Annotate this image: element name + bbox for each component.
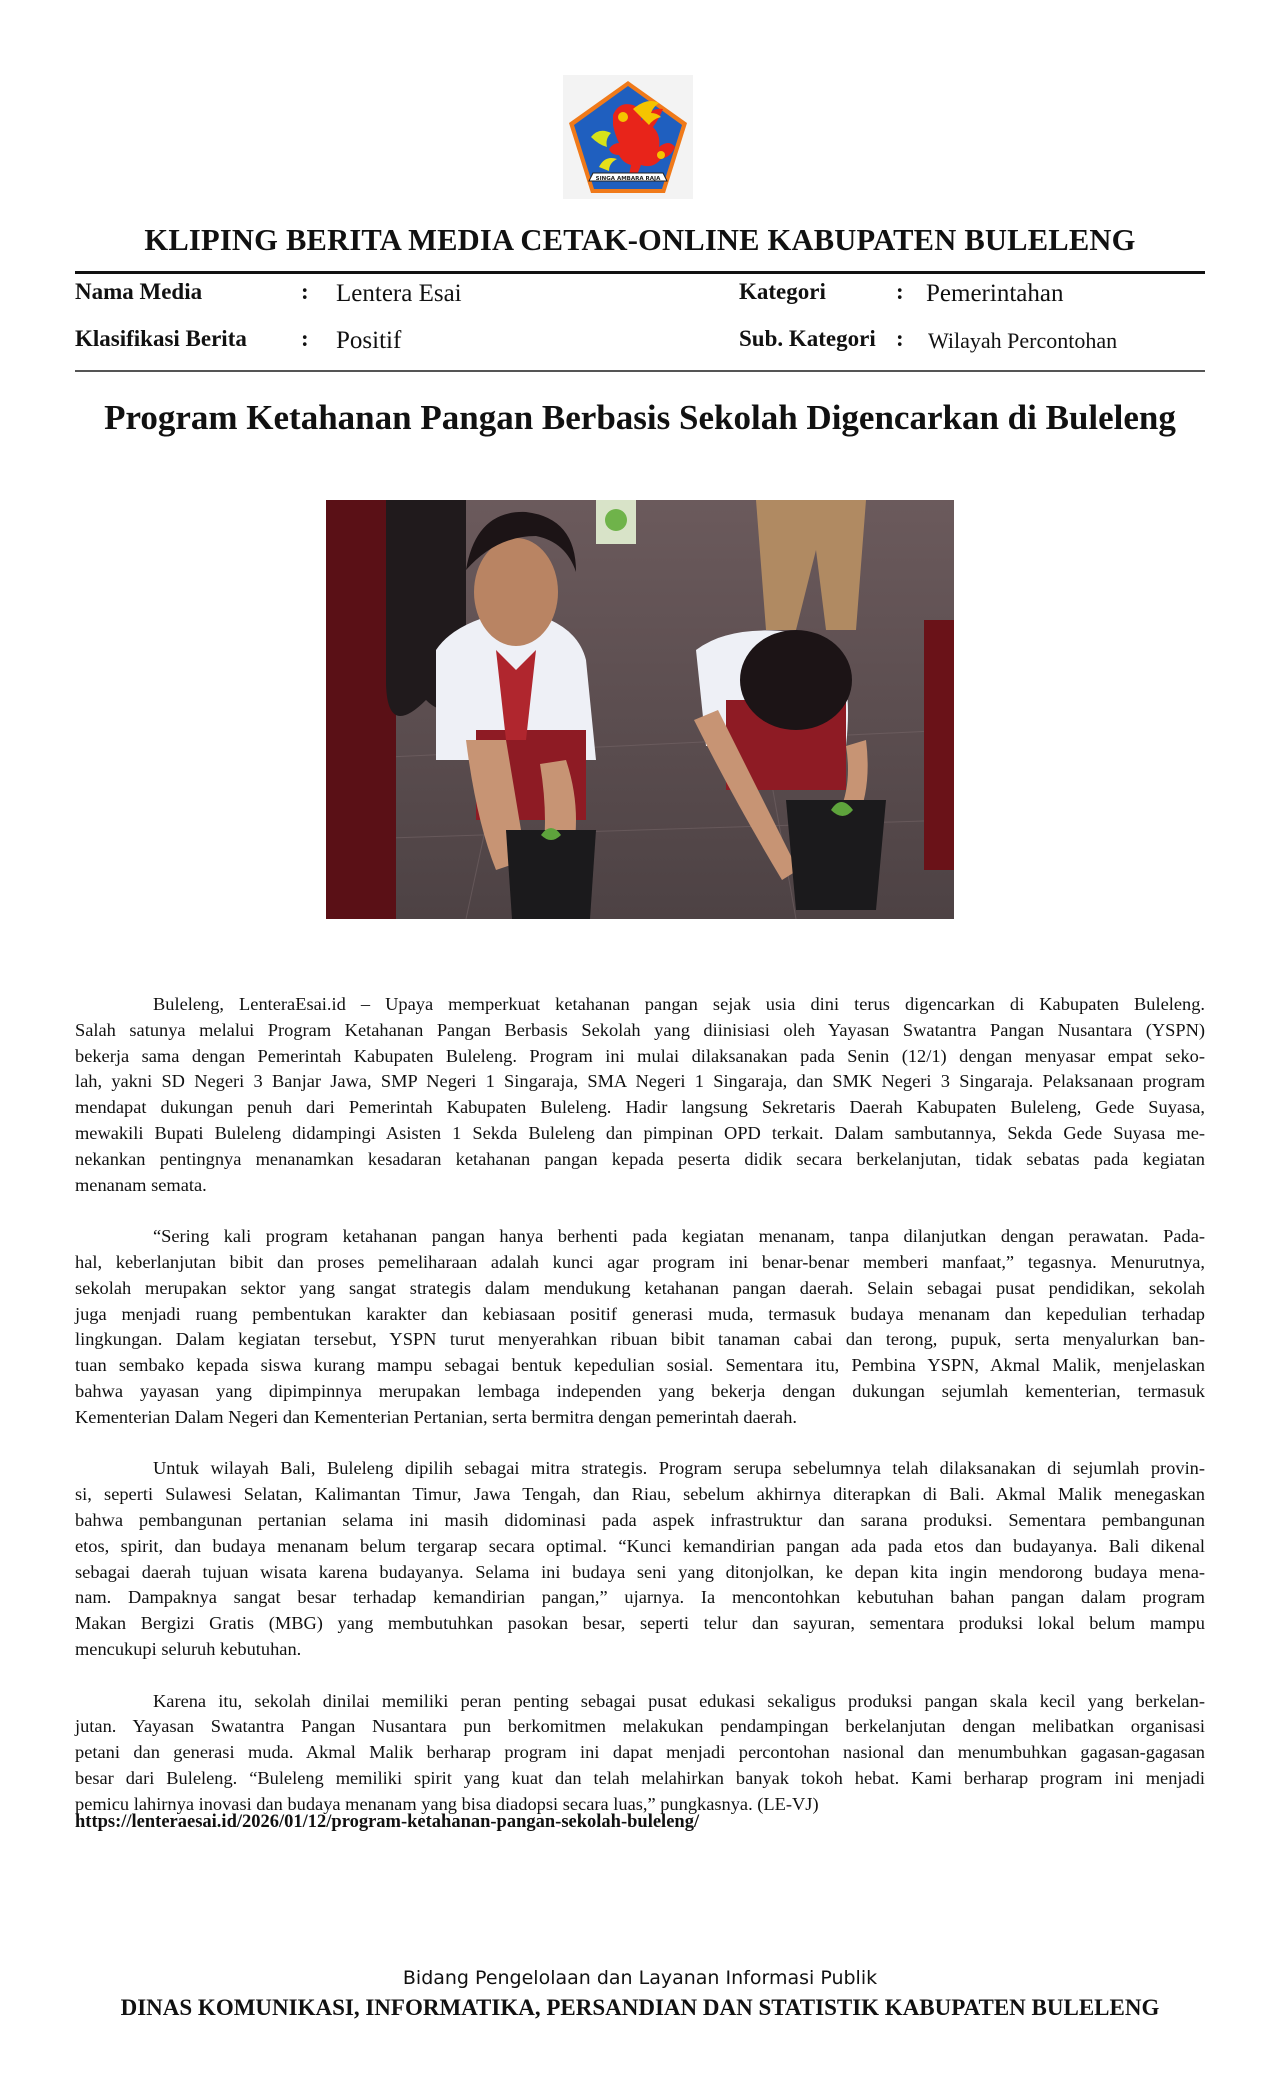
- paragraph-line: bekerja sama dengan Pemerintah Kabupaten Buleleng. Program ini mulai dilaksanakan pada Senin (12/1) dengan menyasar empat seko-: [75, 1045, 1205, 1066]
- article-paragraph: [75, 1224, 1205, 1430]
- students-planting-photo: [326, 500, 954, 919]
- article-body: [75, 992, 1205, 1843]
- paragraph-line: menanam semata.: [75, 1174, 207, 1195]
- logo-motto: SINGA AMBARA RAJA: [595, 176, 661, 182]
- singa-ambara-raja-emblem-icon: [563, 75, 693, 199]
- nama-media-value: Lentera Esai: [336, 280, 462, 307]
- klasifikasi-berita-value: Positif: [336, 327, 402, 354]
- nama-media-label: Nama Media: [75, 279, 203, 304]
- kategori-label: Kategori: [739, 279, 826, 304]
- header-divider-top: [75, 271, 1205, 274]
- paragraph-line: juga menjadi ruang pembentukan karakter dan kebiasaan positif generasi muda, termasuk budaya menanam dan kepedulian terhadap: [75, 1303, 1205, 1324]
- paragraph-line: Buleleng, LenteraEsai.id – Upaya memperkuat ketahanan pangan sejak usia dini terus digencarkan di Kabupaten Buleleng.: [153, 994, 1205, 1014]
- paragraph-line: Salah satunya melalui Program Ketahanan Pangan Berbasis Sekolah yang diinisiasi oleh Yayasan Swatantra Pangan Nusantara (YSPN): [75, 1019, 1205, 1040]
- sub-kategori-value: Wilayah Percontohan: [928, 328, 1118, 353]
- buleleng-regency-logo: [563, 75, 693, 199]
- paragraph-line: nam. Dampaknya sangat besar terhadap kemandirian pangan,” ujarnya. Ia mencontohkan kebutuhan bahan pangan dalam program: [75, 1587, 1205, 1608]
- paragraph-line: Kementerian Dalam Negeri dan Kementerian Pertanian, serta bermitra dengan pemerintah daerah.: [75, 1406, 798, 1427]
- paragraph-line: jutan. Yayasan Swatantra Pangan Nusantara pun berkomitmen melakukan pendampingan berkelanjutan dengan melibatkan organisasi: [75, 1716, 1205, 1737]
- article-paragraph: [75, 1689, 1205, 1818]
- paragraph-line: lah, yakni SD Negeri 3 Banjar Jawa, SMP Negeri 1 Singaraja, SMA Negeri 1 Singaraja, dan SMK Negeri 3 Singaraja. Pelaksanaan program: [75, 1071, 1205, 1092]
- paragraph-line: mendapat dukungan penuh dari Pemerintah Kabupaten Buleleng. Hadir langsung Sekretaris Daerah Kabupaten Buleleng, Gede Suyasa,: [75, 1097, 1205, 1118]
- klasifikasi-berita-colon: :: [301, 326, 309, 351]
- paragraph-line: etos, spirit, dan budaya menanam belum tergarap secara optimal. “Kunci kemandirian pangan ada pada etos dan budayanya. Bali dikenal: [75, 1535, 1205, 1556]
- article-paragraph: [75, 992, 1205, 1198]
- paragraph-line: bahwa pembangunan pertanian selama ini masih didominasi pada aspek infrastruktur dan sarana produksi. Sementara pembangunan: [75, 1509, 1205, 1530]
- klasifikasi-berita-label: Klasifikasi Berita: [75, 326, 247, 351]
- paragraph-line: pemicu lahirnya inovasi dan budaya menanam yang bisa diadopsi secara luas,” pungkasnya. (LE-VJ): [75, 1793, 819, 1814]
- paragraph-line: mencukupi seluruh kebutuhan.: [75, 1638, 302, 1659]
- paragraph-line: tuan sembako kepada siswa kurang mampu sebagai bentuk kepedulian sosial. Sementara itu, Pembina YSPN, Akmal Malik, menjelaskan: [75, 1355, 1205, 1376]
- kategori-colon: :: [896, 279, 904, 304]
- paragraph-line: mewakili Bupati Buleleng didampingi Asisten 1 Sekda Buleleng dan pimpinan OPD terkait. Dalam sambutannya, Sekda Gede Suyasa me-: [75, 1122, 1205, 1143]
- paragraph-line: bahwa yayasan yang dipimpinnya merupakan lembaga independen yang bekerja dengan dukungan sejumlah kementerian, termasuk: [75, 1380, 1205, 1401]
- sub-kategori-label: Sub. Kategori: [739, 326, 876, 351]
- footer-department: Bidang Pengelolaan dan Layanan Informasi Publik: [402, 1967, 878, 1989]
- paragraph-line: Karena itu, sekolah dinilai memiliki peran penting sebagai pusat edukasi sekaligus produksi pangan skala kecil yang berkelan-: [153, 1690, 1205, 1711]
- footer-agency: DINAS KOMUNIKASI, INFORMATIKA, PERSANDIAN DAN STATISTIK KABUPATEN BULELENG: [120, 1995, 1160, 2020]
- article-paragraph: [75, 1456, 1205, 1662]
- paragraph-line: sebagai daerah tujuan wisata karena budayanya. Selama ini budaya seni yang ditonjolkan, ke depan kita ingin mendorong budaya mena-: [75, 1561, 1205, 1582]
- paragraph-line: hal, keberlanjutan bibit dan proses pemeliharaan adalah kunci agar program ini benar-benar memberi manfaat,” tegasnya. Menurutnya,: [75, 1251, 1205, 1272]
- nama-media-colon: :: [301, 279, 309, 304]
- header-divider-bottom: [75, 370, 1205, 372]
- paragraph-line: Untuk wilayah Bali, Buleleng dipilih sebagai mitra strategis. Program serupa sebelumnya telah dilaksanakan di sejumlah provin-: [153, 1458, 1205, 1479]
- article-photo: [326, 500, 954, 919]
- clipping-header-title: KLIPING BERITA MEDIA CETAK-ONLINE KABUPATEN BULELENG: [144, 222, 1136, 257]
- paragraph-line: Makan Bergizi Gratis (MBG) yang membutuhkan pasokan besar, seperti telur dan sayuran, sementara produksi lokal belum mampu: [75, 1613, 1205, 1634]
- paragraph-line: “Sering kali program ketahanan pangan hanya berhenti pada kegiatan menanam, tanpa dilanjutkan dengan perawatan. Pada-: [153, 1226, 1205, 1247]
- paragraph-line: petani dan generasi muda. Akmal Malik berharap program ini dapat menjadi percontohan nasional dan menumbuhkan gagasan-gagasan: [75, 1742, 1205, 1763]
- paragraph-line: besar dari Buleleng. “Buleleng memiliki spirit yang kuat dan telah melahirkan banyak tokoh hebat. Kami berharap program ini menjadi: [75, 1767, 1205, 1788]
- source-link[interactable]: https://lenteraesai.id/2026/01/12/program-ketahanan-pangan-sekolah-buleleng/: [75, 1812, 700, 1832]
- paragraph-line: lingkungan. Dalam kegiatan tersebut, YSPN turut menyerahkan ribuan bibit tanaman cabai dan terong, pupuk, serta menyalurkan ban-: [75, 1329, 1205, 1350]
- kategori-value: Pemerintahan: [926, 280, 1064, 307]
- paragraph-line: si, seperti Sulawesi Selatan, Kalimantan Timur, Jawa Tengah, dan Riau, sebelum akhirnya diterapkan di Bali. Akmal Malik menegaskan: [75, 1484, 1205, 1505]
- article-title: Program Ketahanan Pangan Berbasis Sekolah Digencarkan di Buleleng: [104, 398, 1176, 437]
- paragraph-line: sekolah merupakan sektor yang sangat strategis dalam mendukung ketahanan pangan daerah. Selain sebagai pusat pendidikan, sekolah: [75, 1277, 1205, 1298]
- paragraph-line: nekankan pentingnya menanamkan kesadaran ketahanan pangan kepada peserta didik secara berkelanjutan, tidak sebatas pada kegiatan: [75, 1148, 1205, 1169]
- sub-kategori-colon: :: [896, 326, 904, 351]
